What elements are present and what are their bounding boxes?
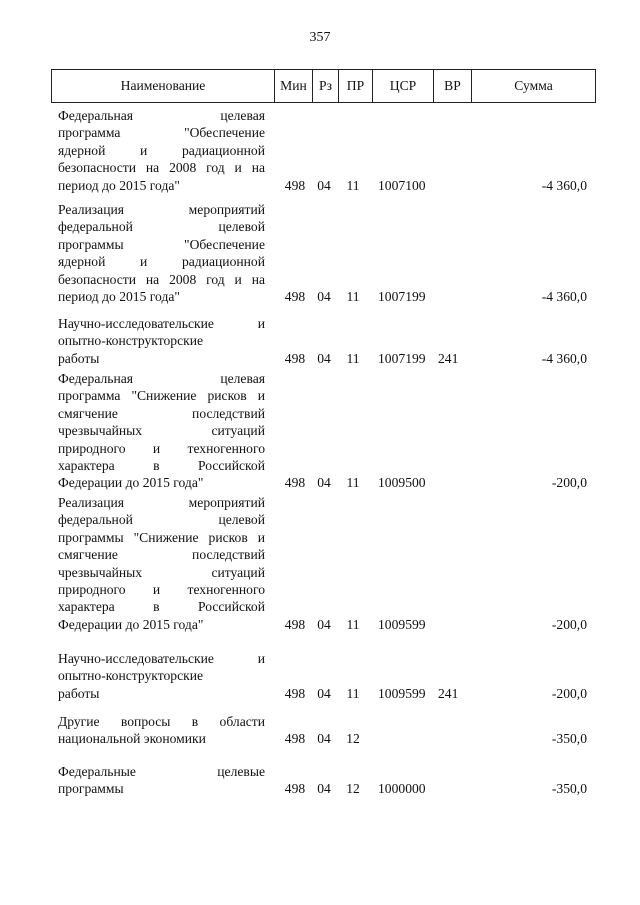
header-pr: ПР bbox=[339, 70, 373, 102]
cell-rz: 04 bbox=[317, 288, 331, 304]
row-name-line: федеральной целевой bbox=[58, 512, 265, 528]
page-number: 357 bbox=[309, 30, 331, 45]
cell-min: 498 bbox=[284, 288, 306, 304]
row-name-line: программы "Обеспечение bbox=[58, 236, 265, 252]
cell-pr: 12 bbox=[346, 731, 360, 747]
row-name-line: смягчение последствий bbox=[58, 405, 265, 421]
cell-rz: 04 bbox=[317, 177, 331, 193]
row-name-line: Федерации до 2015 года" bbox=[58, 616, 204, 632]
row-name bbox=[58, 650, 265, 702]
row-name-line: Федеральная целевая bbox=[58, 371, 265, 386]
cell-pr: 12 bbox=[346, 781, 360, 797]
cell-sum: -200,0 bbox=[551, 685, 587, 701]
cell-min: 498 bbox=[284, 350, 306, 366]
header-min: Мин bbox=[275, 70, 313, 102]
row-name-line: программа "Снижение рисков и bbox=[58, 388, 265, 404]
row-name-line: период до 2015 года" bbox=[58, 288, 180, 304]
row-name-line: характера в Российской bbox=[58, 457, 265, 473]
table-row bbox=[0, 315, 640, 367]
cell-pr: 11 bbox=[346, 616, 360, 632]
row-name-line: Реализация мероприятий bbox=[58, 202, 265, 217]
cell-rz: 04 bbox=[317, 685, 331, 701]
row-name-line: природного и техногенного bbox=[58, 581, 265, 597]
row-name-line: программа "Обеспечение bbox=[58, 125, 265, 141]
row-name-line: опытно-конструкторские bbox=[58, 333, 204, 349]
cell-pr: 11 bbox=[346, 685, 360, 701]
cell-min: 498 bbox=[284, 177, 306, 193]
cell-sum: -200,0 bbox=[551, 475, 587, 491]
row-name-line: работы bbox=[58, 350, 100, 366]
table-row bbox=[0, 494, 640, 633]
cell-csr: 1009599 bbox=[378, 616, 426, 632]
row-name-line: Научно-исследовательские и bbox=[58, 316, 265, 331]
header-vr: ВР bbox=[434, 70, 472, 102]
row-name bbox=[58, 763, 265, 798]
cell-sum: -4 360,0 bbox=[541, 177, 587, 193]
cell-csr: 1009599 bbox=[378, 685, 426, 701]
cell-rz: 04 bbox=[317, 731, 331, 747]
cell-rz: 04 bbox=[317, 781, 331, 797]
table-header bbox=[51, 69, 596, 103]
row-name-line: смягчение последствий bbox=[58, 547, 265, 563]
row-name-line: ядерной и радиационной bbox=[58, 142, 265, 158]
cell-rz: 04 bbox=[317, 350, 331, 366]
cell-pr: 11 bbox=[346, 177, 360, 193]
cell-pr: 11 bbox=[346, 288, 360, 304]
header-sum: Сумма bbox=[514, 78, 553, 93]
cell-sum: -4 360,0 bbox=[541, 350, 587, 366]
row-name-line: безопасности на 2008 год и на bbox=[58, 271, 265, 287]
cell-pr: 11 bbox=[346, 475, 360, 491]
row-name-line: программы bbox=[58, 781, 124, 797]
table-row bbox=[0, 370, 640, 492]
row-name-line: Другие вопросы в области bbox=[58, 714, 265, 729]
header-name: Наименование bbox=[52, 70, 275, 102]
table-row bbox=[0, 107, 640, 194]
cell-min: 498 bbox=[284, 781, 306, 797]
cell-pr: 11 bbox=[346, 350, 360, 366]
cell-min: 498 bbox=[284, 685, 306, 701]
row-name-line: безопасности на 2008 год и на bbox=[58, 160, 265, 176]
cell-sum: -200,0 bbox=[551, 616, 587, 632]
cell-csr: 1000000 bbox=[378, 781, 426, 797]
cell-csr: 1007100 bbox=[378, 177, 426, 193]
row-name-line: национальной экономики bbox=[58, 731, 206, 747]
cell-csr: 1007199 bbox=[378, 288, 426, 304]
cell-csr: 1007199 bbox=[378, 350, 426, 366]
header-csr: ЦСР bbox=[373, 70, 434, 102]
row-name bbox=[58, 370, 265, 492]
row-name-line: программы "Снижение рисков и bbox=[58, 529, 265, 545]
cell-min: 498 bbox=[284, 731, 306, 747]
header-rz: Рз bbox=[313, 70, 339, 102]
row-name-line: федеральной целевой bbox=[58, 219, 265, 235]
cell-min: 498 bbox=[284, 616, 306, 632]
row-name-line: Федеральные целевые bbox=[58, 764, 265, 779]
row-name bbox=[58, 107, 265, 194]
row-name-line: природного и техногенного bbox=[58, 440, 265, 456]
row-name-line: чрезвычайных ситуаций bbox=[58, 423, 265, 439]
cell-min: 498 bbox=[284, 475, 306, 491]
row-name-line: период до 2015 года" bbox=[58, 177, 180, 193]
row-name-line: Реализация мероприятий bbox=[58, 495, 265, 510]
row-name-line: работы bbox=[58, 685, 100, 701]
cell-sum: -350,0 bbox=[551, 781, 587, 797]
row-name-line: Федерации до 2015 года" bbox=[58, 475, 204, 491]
row-name-line: характера в Российской bbox=[58, 599, 265, 615]
cell-rz: 04 bbox=[317, 475, 331, 491]
row-name-line: чрезвычайных ситуаций bbox=[58, 564, 265, 580]
table-row bbox=[0, 201, 640, 305]
row-name-line: ядерной и радиационной bbox=[58, 254, 265, 270]
cell-rz: 04 bbox=[317, 616, 331, 632]
row-name bbox=[58, 713, 265, 748]
cell-vr: 241 bbox=[438, 685, 459, 701]
row-name bbox=[58, 494, 265, 633]
row-name-line: Научно-исследовательские и bbox=[58, 651, 265, 666]
table-row bbox=[0, 650, 640, 702]
row-name bbox=[58, 315, 265, 367]
row-name-line: опытно-конструкторские bbox=[58, 668, 204, 684]
row-name bbox=[58, 201, 265, 305]
cell-vr: 241 bbox=[438, 350, 459, 366]
cell-csr: 1009500 bbox=[378, 475, 426, 491]
table-row bbox=[0, 713, 640, 748]
table-row bbox=[0, 763, 640, 798]
cell-sum: -350,0 bbox=[551, 731, 587, 747]
cell-sum: -4 360,0 bbox=[541, 288, 587, 304]
row-name-line: Федеральная целевая bbox=[58, 108, 265, 123]
